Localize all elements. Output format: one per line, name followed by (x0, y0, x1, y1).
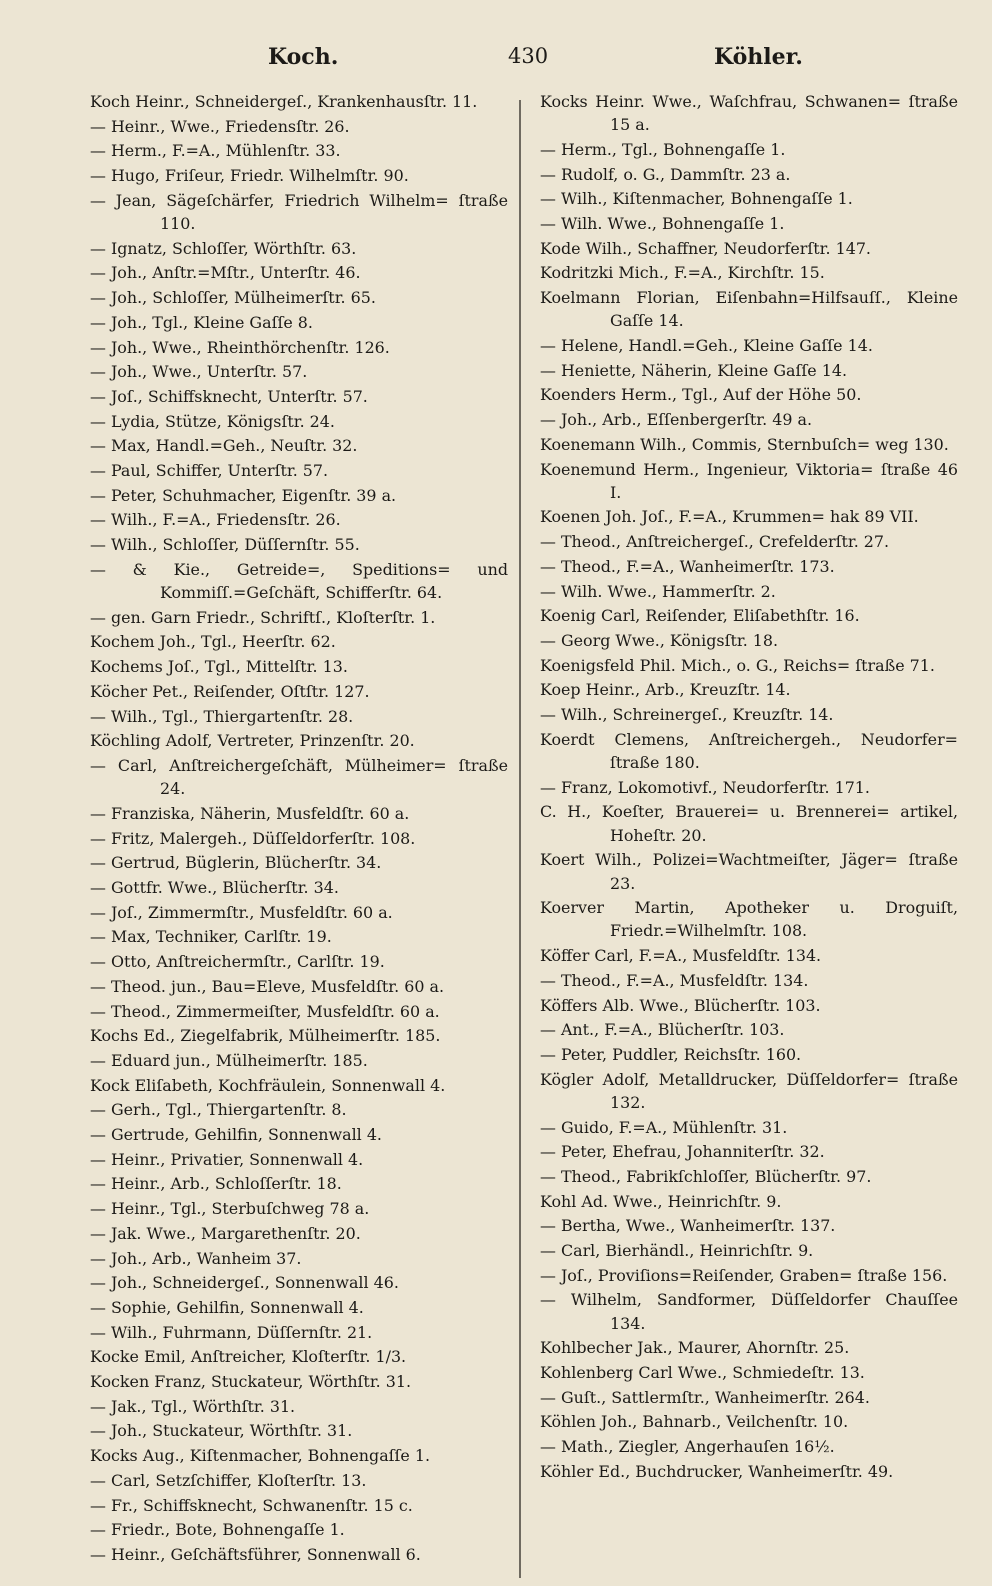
directory-entry: — Friedr., Bote, Bohnengaſſe 1. (90, 1520, 345, 1540)
directory-entry: — Otto, Anſtreichermſtr., Carlſtr. 19. (90, 952, 385, 972)
directory-entry: — Heinr., Privatier, Sonnenwall 4. (90, 1149, 364, 1169)
directory-entry: Kohlbecher Jak., Maurer, Ahornſtr. 25. (540, 1338, 850, 1358)
directory-entry: — Guido, F.=A., Mühlenſtr. 31. (540, 1117, 788, 1137)
directory-entry: — Peter, Schuhmacher, Eigenſtr. 39 a. (90, 485, 397, 505)
directory-entry: Kochems Joſ., Tgl., Mittelſtr. 13. (90, 657, 348, 677)
directory-entry: — Wilh., Schreinergeſ., Kreuzſtr. 14. (540, 705, 834, 725)
directory-entry: — Peter, Puddler, Reichsſtr. 160. (540, 1044, 802, 1064)
directory-entry: — Joh., Arb., Wanheim 37. (90, 1248, 302, 1268)
directory-entry: — Wilh., Tgl., Thiergartenſtr. 28. (90, 706, 354, 726)
directory-entry: — Paul, Schiffer, Unterſtr. 57. (90, 461, 329, 481)
directory-entry: Koerdt Clemens, Anſtreichergeh., Neudorfer= ſtraße 180. (540, 729, 958, 772)
directory-entry: — Theod. jun., Bau=Eleve, Musfeldſtr. 60 a. (90, 976, 445, 996)
directory-entry: — Joh., Schloſſer, Mülheimerſtr. 65. (90, 288, 376, 308)
right-column (540, 90, 958, 1485)
directory-entry: — Georg Wwe., Königsſtr. 18. (540, 630, 779, 650)
page-header (0, 44, 992, 84)
directory-entry: Koelmann Florian, Eiſenbahn=Hilfsauſſ., Kleine Gaſſe 14. (540, 288, 958, 331)
directory-entry: Kohlenberg Carl Wwe., Schmiedeſtr. 13. (540, 1363, 865, 1383)
directory-entry: Köhlen Joh., Bahnarb., Veilchenſtr. 10. (540, 1412, 849, 1432)
directory-entry: Koch Heinr., Schneidergeſ., Krankenhausſtr. 11. (90, 92, 478, 111)
directory-entry: — Joh., Stuckateur, Wörthſtr. 31. (90, 1421, 353, 1441)
directory-entry: C. H., Koeſter, Brauerei= u. Brennerei= artikel, Hoheſtr. 20. (540, 802, 958, 845)
directory-entry: — Lydia, Stütze, Königsſtr. 24. (90, 411, 335, 431)
directory-entry: — Max, Techniker, Carlſtr. 19. (90, 927, 332, 947)
directory-entry: Köcher Pet., Reiſender, Oſtſtr. 127. (90, 681, 370, 701)
directory-entry: — Joh., Schneidergeſ., Sonnenwall 46. (90, 1273, 399, 1293)
directory-entry: — Fritz, Malergeh., Düſſeldorferſtr. 108. (90, 828, 416, 848)
directory-entry: — Theod., Zimmermeiſter, Musfeldſtr. 60 a. (90, 1001, 440, 1021)
directory-entry: — Wilhelm, Sandformer, Düſſeldorfer Chauſſee 134. (540, 1290, 958, 1333)
directory-entry: — Theod., F.=A., Wanheimerſtr. 173. (540, 556, 835, 576)
directory-entry: Kohl Ad. Wwe., Heinrichſtr. 9. (540, 1191, 782, 1211)
directory-entry: Koenigsfeld Phil. Mich., o. G., Reichs= ſtraße 71. (540, 655, 935, 675)
directory-entry: Kock Eliſabeth, Kochfräulein, Sonnenwall 4. (90, 1075, 446, 1095)
directory-entry: — Ant., F.=A., Blücherſtr. 103. (540, 1020, 785, 1040)
directory-entry: Koenders Herm., Tgl., Auf der Höhe 50. (540, 385, 862, 405)
directory-entry: Kodritzki Mich., F.=A., Kirchſtr. 15. (540, 263, 825, 283)
directory-entry: — Joſ., Schiffsknecht, Unterſtr. 57. (90, 386, 368, 406)
directory-entry: Kocken Franz, Stuckateur, Wörthſtr. 31. (90, 1372, 412, 1392)
directory-entry: — Gerh., Tgl., Thiergartenſtr. 8. (90, 1100, 347, 1120)
directory-entry: — Joh., Anſtr.=Mſtr., Unterſtr. 46. (90, 263, 361, 283)
directory-entry: — Sophie, Gehilfin, Sonnenwall 4. (90, 1297, 364, 1317)
directory-entry: — Gottfr. Wwe., Blücherſtr. 34. (90, 878, 339, 897)
directory-entry: — Joſ., Zimmermſtr., Musfeldſtr. 60 a. (90, 902, 393, 922)
directory-entry: — Guſt., Sattlermſtr., Wanheimerſtr. 264. (540, 1387, 870, 1407)
directory-entry: Koenig Carl, Reiſender, Eliſabethſtr. 16. (540, 606, 860, 626)
directory-entry: Kochem Joh., Tgl., Heerſtr. 62. (90, 632, 336, 652)
directory-entry: — Wilh. Wwe., Bohnengaſſe 1. (540, 214, 785, 234)
directory-entry: — Carl, Bierhändl., Heinrichſtr. 9. (540, 1241, 814, 1261)
directory-entry: — Gertrude, Gehilfin, Sonnenwall 4. (90, 1125, 382, 1145)
directory-entry: — Max, Handl.=Geh., Neuſtr. 32. (90, 436, 358, 456)
header-left-keyword: Koch. (268, 44, 339, 70)
directory-entry: — Theod., Anſtreichergeſ., Crefelderſtr. 27. (540, 532, 890, 552)
directory-entry: — Heinr., Wwe., Friedensſtr. 26. (90, 116, 350, 136)
directory-entry: — Heinr., Geſchäftsführer, Sonnenwall 6. (90, 1544, 421, 1564)
directory-entry: — Theod., Fabrikſchloſſer, Blücherſtr. 97. (540, 1166, 872, 1186)
directory-entry: Kode Wilh., Schaffner, Neudorferſtr. 147. (540, 238, 871, 258)
directory-entry: Koenemann Wilh., Commis, Sternbuſch= weg 130. (540, 434, 949, 454)
directory-entry: Kochs Ed., Ziegelfabrik, Mülheimerſtr. 185. (90, 1026, 441, 1046)
directory-entry: — Carl, Anſtreichergeſchäft, Mülheimer= ſtraße 24. (90, 755, 508, 799)
directory-entry: Kocks Aug., Kiſtenmacher, Bohnengaſſe 1. (90, 1446, 431, 1466)
directory-entry: — Gertrud, Büglerin, Blücherſtr. 34. (90, 853, 382, 873)
directory-entry: — Franz, Lokomotivf., Neudorferſtr. 171. (540, 777, 870, 797)
directory-entry: Kögler Adolf, Metalldrucker, Düſſeldorfer= ſtraße 132. (540, 1069, 958, 1112)
directory-entry: — Eduard jun., Mülheimerſtr. 185. (90, 1050, 368, 1070)
directory-entry: — Peter, Ehefrau, Johanniterſtr. 32. (540, 1142, 825, 1162)
directory-entry: — Jak. Wwe., Margarethenſtr. 20. (90, 1223, 361, 1243)
directory-entry: Koep Heinr., Arb., Kreuzſtr. 14. (540, 680, 791, 700)
directory-entry: Koenemund Herm., Ingenieur, Viktoria= ſtraße 46 I. (540, 459, 958, 502)
left-column (90, 90, 508, 1568)
directory-entry: — Wilh., Fuhrmann, Düſſernſtr. 21. (90, 1322, 373, 1342)
directory-entry: — Heinr., Arb., Schloſſerſtr. 18. (90, 1174, 342, 1194)
directory-entry: — Joſ., Proviſions=Reiſender, Graben= ſtraße 156. (540, 1265, 948, 1285)
directory-entry: — Joh., Wwe., Rheinthörchenſtr. 126. (90, 337, 390, 357)
directory-entry: — Carl, Setzſchiffer, Kloſterſtr. 13. (90, 1470, 367, 1490)
directory-entry: Köffers Alb. Wwe., Blücherſtr. 103. (540, 995, 821, 1015)
directory-entry: — & Kie., Getreide=, Speditions= und Kommiſſ.=Geſchäft, Schifferſtr. 64. (90, 559, 508, 603)
directory-entry: — Joh., Arb., Eſſenbergerſtr. 49 a. (540, 410, 813, 430)
directory-entry: — Jak., Tgl., Wörthſtr. 31. (90, 1396, 296, 1416)
header-right-keyword: Köhler. (714, 44, 803, 70)
directory-entry: — Math., Ziegler, Angerhauſen 16½. (540, 1437, 835, 1457)
directory-entry: — Hugo, Friſeur, Friedr. Wilhelmſtr. 90. (90, 166, 409, 186)
directory-entry: — Franziska, Näherin, Musfeldſtr. 60 a. (90, 803, 410, 823)
directory-entry: — Wilh. Wwe., Hammerſtr. 2. (540, 581, 776, 601)
directory-entry: Köffer Carl, F.=A., Musfeldſtr. 134. (540, 946, 822, 966)
page-number: 430 (508, 44, 549, 68)
directory-entry: — Joh., Tgl., Kleine Gaſſe 8. (90, 312, 313, 332)
directory-entry: — Herm., F.=A., Mühlenſtr. 33. (90, 141, 341, 161)
column-divider (519, 100, 521, 1578)
directory-entry: — Rudolf, o. G., Dammſtr. 23 a. (540, 164, 791, 184)
directory-entry: Köhler Ed., Buchdrucker, Wanheimerſtr. 49. (540, 1461, 894, 1481)
directory-entry: — Heniette, Näherin, Kleine Gaſſe 14. (540, 360, 848, 380)
directory-entry: Koerver Martin, Apotheker u. Droguiſt, Friedr.=Wilhelmſtr. 108. (540, 898, 958, 941)
directory-entry: — Wilh., F.=A., Friedensſtr. 26. (90, 510, 341, 530)
directory-entry: — Bertha, Wwe., Wanheimerſtr. 137. (540, 1216, 836, 1236)
directory-entry: — Herm., Tgl., Bohnengaſſe 1. (540, 139, 786, 159)
directory-entry: Kocks Heinr. Wwe., Waſchfrau, Schwanen= ſtraße 15 a. (540, 92, 958, 135)
directory-entry: — Joh., Wwe., Unterſtr. 57. (90, 362, 308, 382)
directory-entry: — Wilh., Kiſtenmacher, Bohnengaſſe 1. (540, 189, 853, 209)
directory-entry: — Wilh., Schloſſer, Düſſernſtr. 55. (90, 535, 360, 555)
directory-entry: Koert Wilh., Polizei=Wachtmeiſter, Jäger= ſtraße 23. (540, 850, 958, 893)
directory-entry: — gen. Garn Friedr., Schriftſ., Kloſterſtr. 1. (90, 607, 436, 627)
directory-entry: — Heinr., Tgl., Sterbuſchweg 78 a. (90, 1199, 370, 1219)
directory-entry: — Theod., F.=A., Musfeldſtr. 134. (540, 970, 809, 990)
directory-entry: — Helene, Handl.=Geh., Kleine Gaſſe 14. (540, 336, 873, 356)
directory-entry: Koenen Joh. Joſ., F.=A., Krummen= hak 89 VII. (540, 507, 919, 527)
directory-entry: — Ignatz, Schloſſer, Wörthſtr. 63. (90, 238, 357, 258)
directory-entry: — Jean, Sägeſchärfer, Friedrich Wilhelm= ſtraße 110. (90, 190, 508, 234)
directory-entry: Köchling Adolf, Vertreter, Prinzenſtr. 20. (90, 731, 415, 751)
directory-entry: Kocke Emil, Anſtreicher, Kloſterſtr. 1/3. (90, 1347, 407, 1367)
directory-entry: — Fr., Schiffsknecht, Schwanenſtr. 15 c. (90, 1495, 413, 1515)
